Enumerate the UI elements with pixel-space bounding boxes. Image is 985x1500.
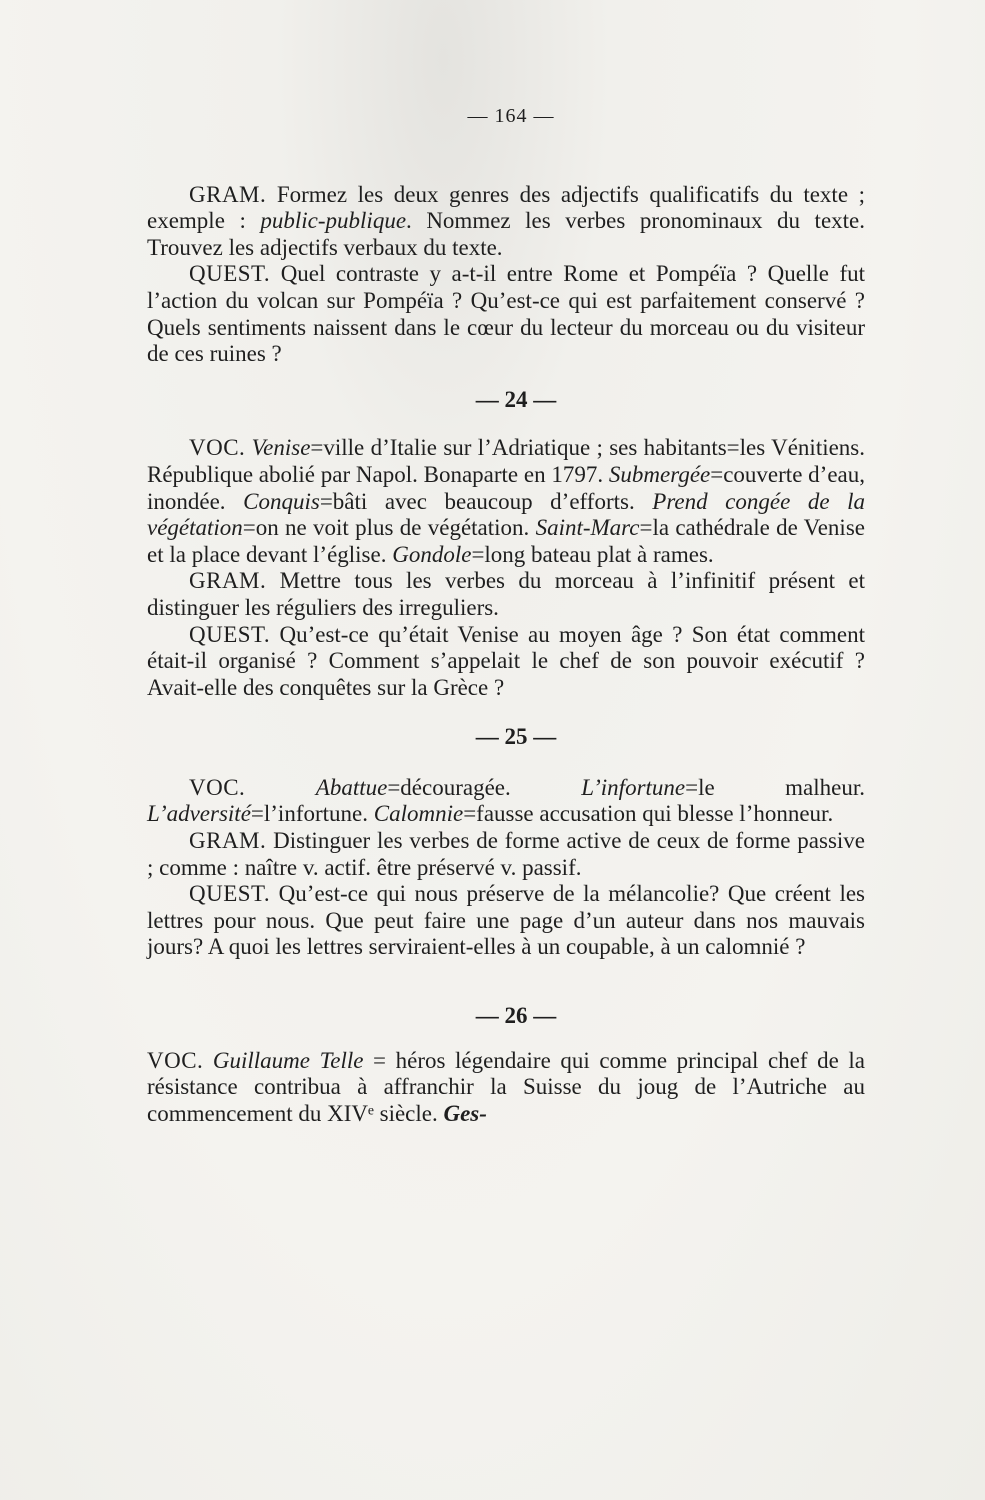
voc-term: Venise xyxy=(251,435,311,461)
voc-text: =on ne voit plus de végétation. xyxy=(242,515,536,541)
quest-label: QUEST. xyxy=(189,261,271,287)
voc-term: Abattue xyxy=(315,774,388,800)
section-25-quest-paragraph xyxy=(147,881,865,961)
gram-example: public-publique xyxy=(260,208,407,234)
gram-text: Distinguer les verbes de forme active de ceux de forme passive ; comme : naître v. actif. être préservé v. passif. xyxy=(147,828,865,880)
voc-term: Prend congée de la végétation xyxy=(147,488,866,541)
voc-label: VOC. xyxy=(189,435,246,461)
voc-text: =long bateau plat à rames. xyxy=(471,541,714,567)
voc-text: =couverte d’eau, inondée. xyxy=(147,461,865,514)
quest-label: QUEST. xyxy=(189,621,271,647)
quest-label: QUEST. xyxy=(189,881,271,907)
gram-text: . Nommez les verbes pronominaux du texte. Trouvez les adjectifs verbaux du texte. xyxy=(147,208,866,260)
section-24-heading: — 24 — xyxy=(475,386,557,412)
section-26-voc-paragraph xyxy=(147,1048,865,1128)
voc-term: Submergée xyxy=(608,461,711,487)
voc-text: =bâti avec beaucoup d’efforts. xyxy=(319,488,653,514)
section-24-quest-paragraph xyxy=(147,622,865,702)
gram-label: GRAM. xyxy=(189,181,267,207)
voc-term: L’adversité xyxy=(147,801,251,827)
voc-text: =découragée. xyxy=(387,774,582,800)
voc-label: VOC. xyxy=(147,1047,204,1073)
section-24-voc-paragraph xyxy=(147,435,865,568)
voc-term: Guillaume Telle xyxy=(212,1047,364,1073)
section-25-heading: — 25 — xyxy=(475,724,557,750)
voc-text xyxy=(245,775,315,800)
voc-text: =ville d’Italie sur l’Adriatique ; ses habitants=les Vénitiens. République abolié par Napol. Bonaparte en 1797. xyxy=(147,435,866,487)
section-25-gram-paragraph xyxy=(147,828,865,881)
section-26-heading: — 26 — xyxy=(475,1003,557,1029)
quest-text: Qu’est-ce qui nous préserve de la mélancolie? Que créent les lettres pour nous. Que peut faire une page d’un auteur dans nos mauvais jours? A quoi les lettres serviraient-elles à un coupable, à un calomnié ? xyxy=(147,881,865,960)
voc-text: =la cathédrale de Venise et la place devant l’église. xyxy=(147,515,865,567)
gram-label: GRAM. xyxy=(189,568,267,594)
voc-text: = héros légendaire qui comme principal chef de la résistance contribua à affranchir la Suisse du joug de l’Autriche au commencement du XIVᵉ siècle. xyxy=(147,1047,866,1126)
gram-text: Formez les deux genres des adjectifs qualificatifs du texte ; exemple : xyxy=(147,181,865,234)
page-content xyxy=(147,103,865,1127)
voc-text: =fausse accusation qui blesse l’honneur. xyxy=(463,801,834,827)
voc-term: Conquis xyxy=(243,488,320,514)
section-25-voc-paragraph xyxy=(147,775,865,828)
voc-text: =le malheur. xyxy=(685,774,865,800)
voc-term: Calomnie xyxy=(373,801,464,827)
voc-text xyxy=(203,1048,213,1073)
voc-term: Gondole xyxy=(392,541,472,567)
voc-term: Saint-Marc xyxy=(535,515,640,541)
quest-text: Qu’est-ce qu’était Venise au moyen âge ? Son état comment était-il organisé ? Comment s’appelait le chef de son pouvoir exécutif ? Avait-elle des conquêtes sur la Grèce ? xyxy=(147,621,865,700)
intro-quest-paragraph xyxy=(147,261,865,367)
voc-term: L’infortune xyxy=(581,774,686,800)
section-24-gram-paragraph xyxy=(147,568,865,621)
voc-term: Ges- xyxy=(443,1100,487,1126)
quest-text: Quel contraste y a-t-il entre Rome et Pompéïa ? Quelle fut l’action du volcan sur Pompéïa ? Qu’est-ce qui est parfaitement conservé ? Quels sentiments naissent dans le cœur du lecteur du morceau ou du visiteur de ces ruines ? xyxy=(147,261,865,367)
voc-label: VOC. xyxy=(189,774,246,800)
voc-text: =l’infortune. xyxy=(250,801,374,827)
intro-gram-paragraph xyxy=(147,182,865,262)
gram-label: GRAM. xyxy=(189,828,267,854)
gram-text: Mettre tous les verbes du morceau à l’infinitif présent et distinguer les réguliers des irreguliers. xyxy=(147,568,865,620)
page-number: — 164 — xyxy=(467,105,555,127)
